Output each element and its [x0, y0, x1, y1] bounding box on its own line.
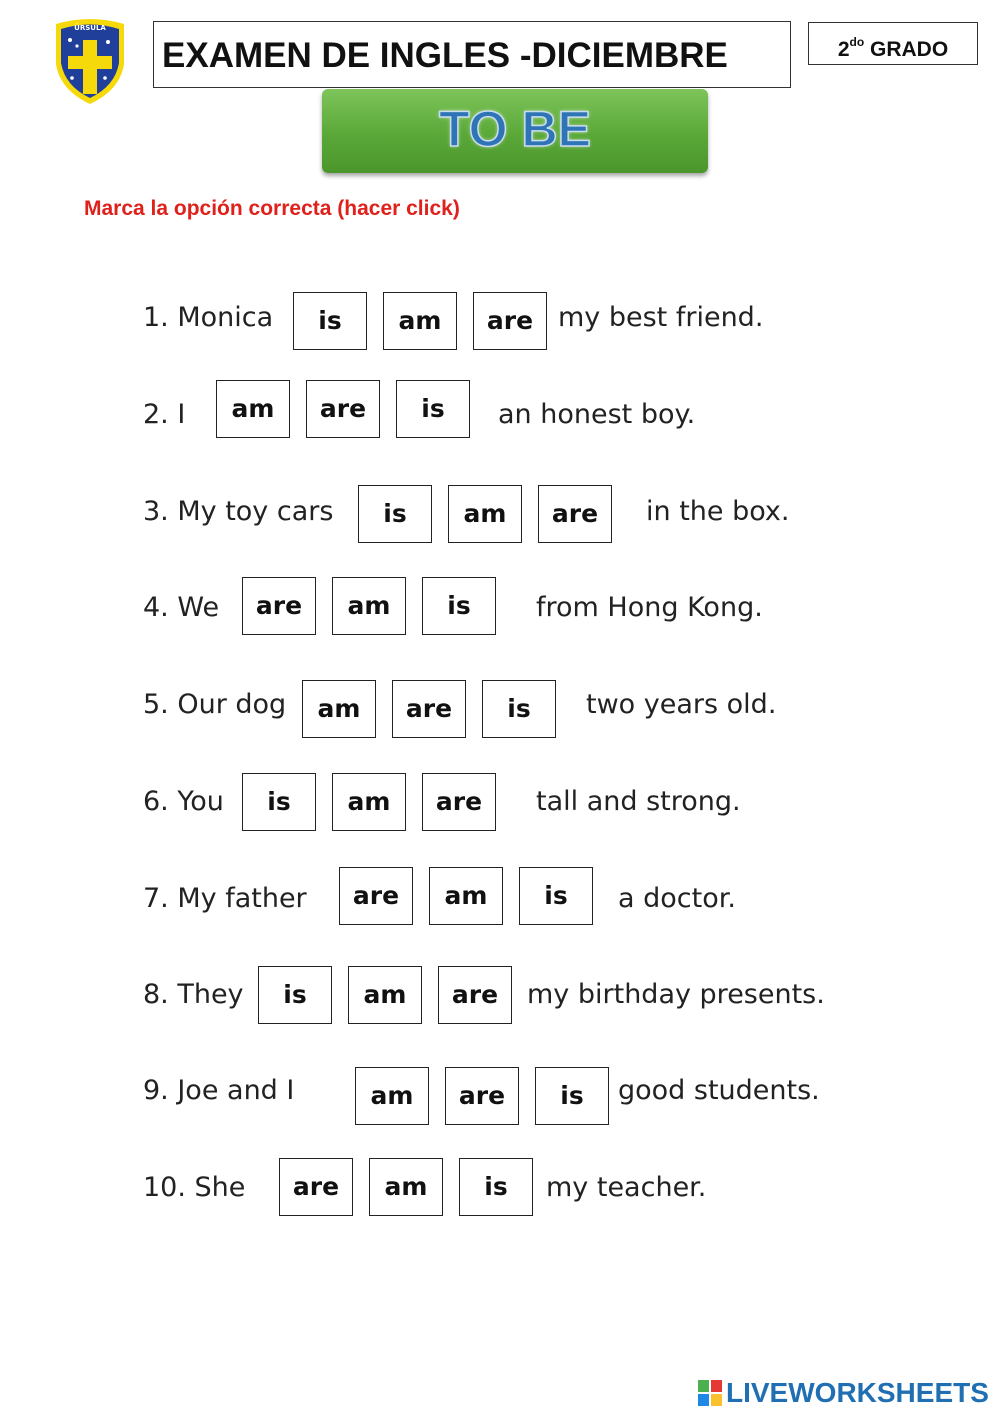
- option-box[interactable]: are: [306, 380, 380, 438]
- option-box[interactable]: is: [422, 577, 496, 635]
- question-stem: 8. They: [143, 979, 244, 1010]
- grade-word: GRADO: [870, 38, 949, 61]
- option-box[interactable]: are: [392, 680, 466, 738]
- question-row-7: [0, 867, 1000, 927]
- option-box[interactable]: are: [445, 1067, 519, 1125]
- question-stem: 3. My toy cars: [143, 496, 334, 527]
- option-box[interactable]: is: [396, 380, 470, 438]
- question-row-10: [0, 1158, 1000, 1218]
- question-row-1: [0, 291, 1000, 351]
- question-stem: 4. We: [143, 592, 220, 623]
- exam-title: EXAMEN DE INGLES -DICIEMBRE: [153, 21, 791, 88]
- liveworksheets-logo-text: LIVEWORKSHEETS: [726, 1377, 989, 1408]
- question-tail: my birthday presents.: [527, 979, 825, 1010]
- option-box[interactable]: are: [242, 577, 316, 635]
- topic-banner: [322, 89, 708, 173]
- question-tail: an honest boy.: [498, 399, 696, 430]
- question-stem: 1. Monica: [143, 302, 274, 333]
- option-box[interactable]: am: [348, 966, 422, 1024]
- option-box[interactable]: is: [482, 680, 556, 738]
- question-row-2: [0, 380, 1000, 440]
- option-box[interactable]: are: [279, 1158, 353, 1216]
- question-row-8: [0, 966, 1000, 1026]
- grade-number: 2: [837, 38, 850, 61]
- option-box[interactable]: am: [429, 867, 503, 925]
- liveworksheets-logo-icon: [698, 1380, 722, 1406]
- option-box[interactable]: are: [538, 485, 612, 543]
- grade-superscript: do: [849, 35, 865, 49]
- option-box[interactable]: am: [216, 380, 290, 438]
- option-box[interactable]: are: [438, 966, 512, 1024]
- option-box[interactable]: am: [332, 773, 406, 831]
- option-box[interactable]: are: [339, 867, 413, 925]
- question-tail: in the box.: [646, 496, 790, 527]
- school-crest-logo: [50, 16, 130, 106]
- question-stem: 10. She: [143, 1172, 246, 1203]
- option-box[interactable]: am: [332, 577, 406, 635]
- question-tail: good students.: [618, 1075, 820, 1106]
- option-box[interactable]: am: [448, 485, 522, 543]
- question-tail: tall and strong.: [536, 786, 741, 817]
- option-box[interactable]: am: [383, 292, 457, 350]
- option-box[interactable]: am: [355, 1067, 429, 1125]
- svg-text:ÚRSULA: ÚRSULA: [74, 24, 106, 32]
- option-box[interactable]: are: [422, 773, 496, 831]
- option-box[interactable]: is: [293, 292, 367, 350]
- question-stem: 7. My father: [143, 883, 307, 914]
- option-box[interactable]: is: [535, 1067, 609, 1125]
- question-tail: my best friend.: [558, 302, 764, 333]
- option-box[interactable]: am: [302, 680, 376, 738]
- question-row-5: [0, 680, 1000, 740]
- option-box[interactable]: is: [358, 485, 432, 543]
- option-box[interactable]: is: [242, 773, 316, 831]
- question-tail: two years old.: [586, 689, 777, 720]
- question-tail: my teacher.: [546, 1172, 707, 1203]
- question-stem: 2. I: [143, 399, 186, 430]
- question-stem: 5. Our dog: [143, 689, 287, 720]
- question-row-9: [0, 1067, 1000, 1127]
- option-box[interactable]: is: [459, 1158, 533, 1216]
- option-box[interactable]: is: [258, 966, 332, 1024]
- instruction-text: Marca la opción correcta (hacer click): [84, 197, 460, 220]
- option-box[interactable]: are: [473, 292, 547, 350]
- question-tail: a doctor.: [618, 883, 736, 914]
- question-row-6: [0, 773, 1000, 833]
- question-stem: 6. You: [143, 786, 224, 817]
- question-tail: from Hong Kong.: [536, 592, 763, 623]
- topic-banner-text: TO BE: [439, 101, 591, 157]
- question-stem: 9. Joe and I: [143, 1075, 295, 1106]
- question-row-4: [0, 577, 1000, 637]
- grade-label: [808, 22, 978, 65]
- option-box[interactable]: is: [519, 867, 593, 925]
- option-box[interactable]: am: [369, 1158, 443, 1216]
- question-row-3: [0, 485, 1000, 545]
